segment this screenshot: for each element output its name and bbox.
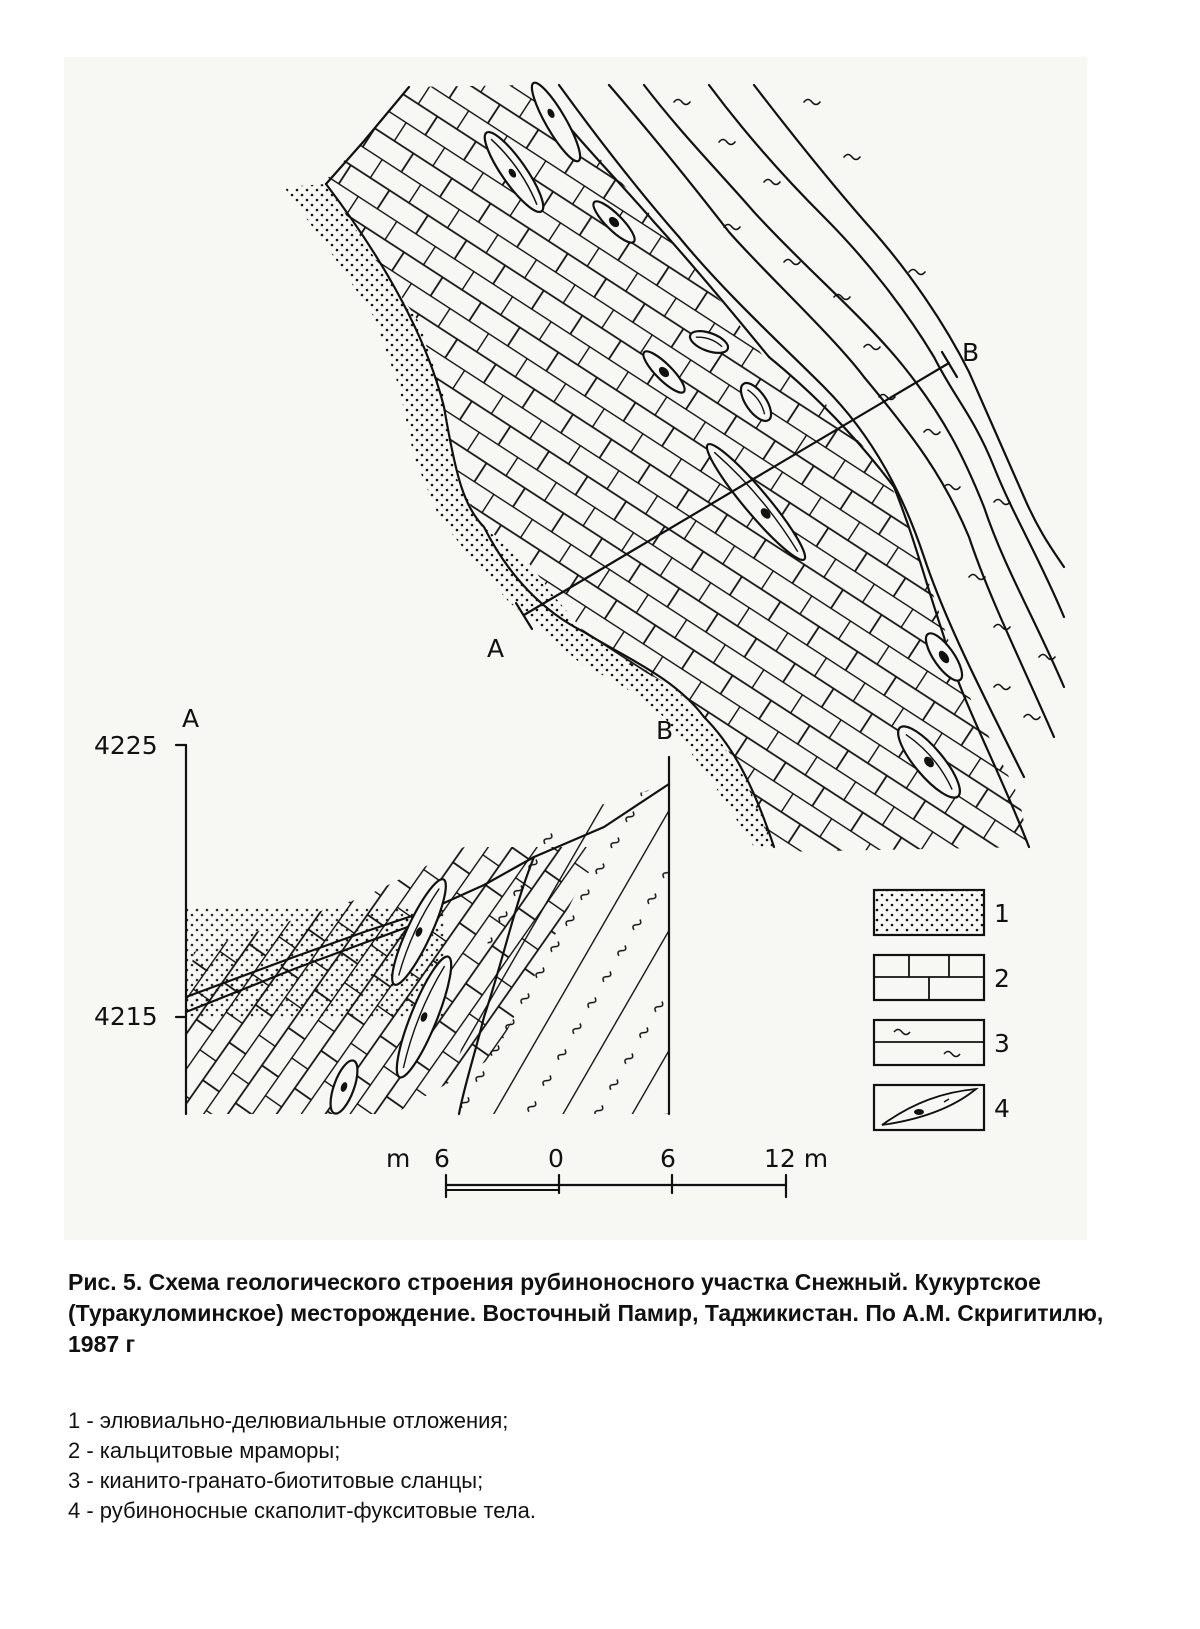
scale-tick-label: 0: [548, 1144, 564, 1173]
legend-item: 4 - рубиноносные скаполит-фукситовые тела.: [68, 1498, 536, 1523]
figure-caption: Рис. 5. Схема геологического строения рубиноносного участка Снежный. Кукуртское (Туракуломинское) месторождение. Восточный Памир, Таджикистан. По А.М. Скригитилю, 1987 г: [68, 1269, 1104, 1357]
section-line-end-b: [942, 352, 957, 377]
elevation-4225: 4225: [94, 731, 158, 760]
scale-tick-label: 6: [434, 1144, 450, 1173]
legend-box-2: [874, 955, 1010, 1000]
cross-section: [94, 704, 676, 1117]
legend-boxes: [874, 890, 1010, 1130]
scale-bar: [386, 1144, 828, 1197]
section-label-b: B: [656, 716, 674, 745]
legend-key: 3: [994, 1029, 1010, 1058]
scale-unit-left: m: [386, 1144, 411, 1173]
map-view: [264, 57, 1084, 877]
legend-box-1: [874, 890, 1010, 935]
legend-item: 2 - кальцитовые мраморы;: [68, 1438, 341, 1463]
geologic-figure: [64, 57, 1087, 1240]
map-label-b: B: [962, 338, 980, 367]
legend-box-4: [874, 1085, 1010, 1130]
legend-key: 2: [994, 964, 1010, 993]
section-label-a: A: [182, 704, 200, 733]
scale-tick-label: 12 m: [764, 1144, 829, 1173]
legend-key: 4: [994, 1094, 1010, 1123]
elevation-4215: 4215: [94, 1002, 158, 1031]
legend-item: 1 - элювиально-делювиальные отложения;: [68, 1408, 509, 1433]
legend-box-3: [874, 1020, 1010, 1065]
map-label-a: A: [487, 634, 505, 663]
figure-drawing: [64, 57, 1087, 1240]
legend-list: [68, 1406, 1128, 1526]
legend-key: 1: [994, 899, 1010, 928]
marble-area: [264, 57, 1084, 877]
legend-item: 3 - кианито-гранато-биотитовые сланцы;: [68, 1468, 484, 1493]
scale-tick-label: 6: [660, 1144, 676, 1173]
